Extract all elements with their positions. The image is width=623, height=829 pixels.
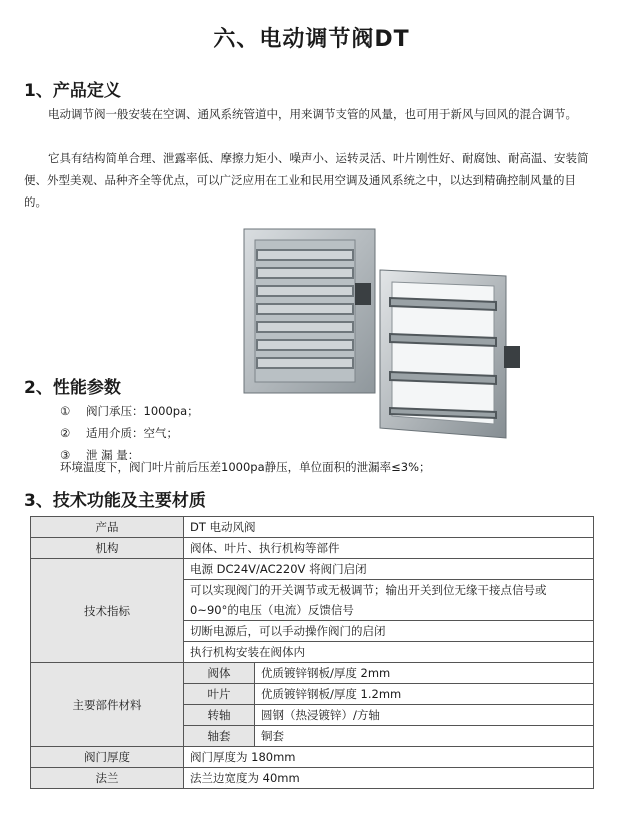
section-2-heading: 2、性能参数 [24, 378, 121, 398]
definition-paragraph-1: 电动调节阀一般安装在空调、通风系统管道中，用来调节支管的风量，也可用于新风与回风的混合调节。 [48, 107, 577, 121]
row-value: 法兰边宽度为 40mm [184, 768, 594, 789]
part-material: 圆钢（热浸镀锌）/方轴 [255, 705, 594, 726]
row-value: 阀门厚度为 180mm [184, 747, 594, 768]
row-value: 0~90°的电压（电流）反馈信号 [184, 600, 594, 621]
param-item: ③ 泄 漏 量： [60, 448, 140, 462]
row-value: 可以实现阀门的开关调节或无极调节；输出开关到位无缘干接点信号或 [184, 580, 594, 601]
part-material: 优质镀锌钢板/厚度 1.2mm [255, 684, 594, 705]
page-title: 六、电动调节阀DT [213, 27, 410, 52]
table-row [31, 768, 594, 789]
table-row [31, 538, 594, 559]
row-value: DT 电动风阀 [184, 517, 594, 538]
table-row [31, 747, 594, 768]
part-name: 轴套 [184, 726, 255, 747]
row-label: 机构 [31, 538, 184, 559]
part-name: 转轴 [184, 705, 255, 726]
table-row [31, 559, 594, 580]
part-material: 优质镀锌钢板/厚度 2mm [255, 663, 594, 684]
row-label: 阀门厚度 [31, 747, 184, 768]
section-1-heading: 1、产品定义 [24, 81, 121, 101]
damper-angle-photo [378, 268, 523, 440]
leakage-note: 环境温度下，阀门叶片前后压差1000pa静压，单位面积的泄漏率≤3%； [60, 460, 431, 474]
row-label: 产品 [31, 517, 184, 538]
row-value: 电源 DC24V/AC220V 将阀门启闭 [184, 559, 594, 580]
row-label: 技术指标 [31, 559, 184, 663]
spec-table [30, 516, 594, 789]
part-material: 铜套 [255, 726, 594, 747]
param-item: ① 阀门承压：1000pa； [60, 404, 199, 418]
row-value: 切断电源后，可以手动操作阀门的启闭 [184, 621, 594, 642]
definition-paragraph-2: 它具有结构简单合理、泄露率低、摩擦力矩小、噪声小、运转灵活、叶片刚性好、耐腐蚀、耐高温、安装简便、外型美观、品种齐全等优点，可以广泛应用在工业和民用空调及通风系统之中，以达到精确控制风量的目的。 [24, 151, 589, 209]
row-value: 执行机构安装在阀体内 [184, 642, 594, 663]
row-value: 阀体、叶片、执行机构等部件 [184, 538, 594, 559]
part-name: 叶片 [184, 684, 255, 705]
row-label: 主要部件材料 [31, 663, 184, 747]
param-item: ② 适用介质：空气； [60, 426, 178, 440]
table-row [31, 517, 594, 538]
section-3-heading: 3、技术功能及主要材质 [24, 491, 206, 511]
row-label: 法兰 [31, 768, 184, 789]
table-row [31, 663, 594, 684]
part-name: 阀体 [184, 663, 255, 684]
damper-front-photo [243, 228, 376, 394]
